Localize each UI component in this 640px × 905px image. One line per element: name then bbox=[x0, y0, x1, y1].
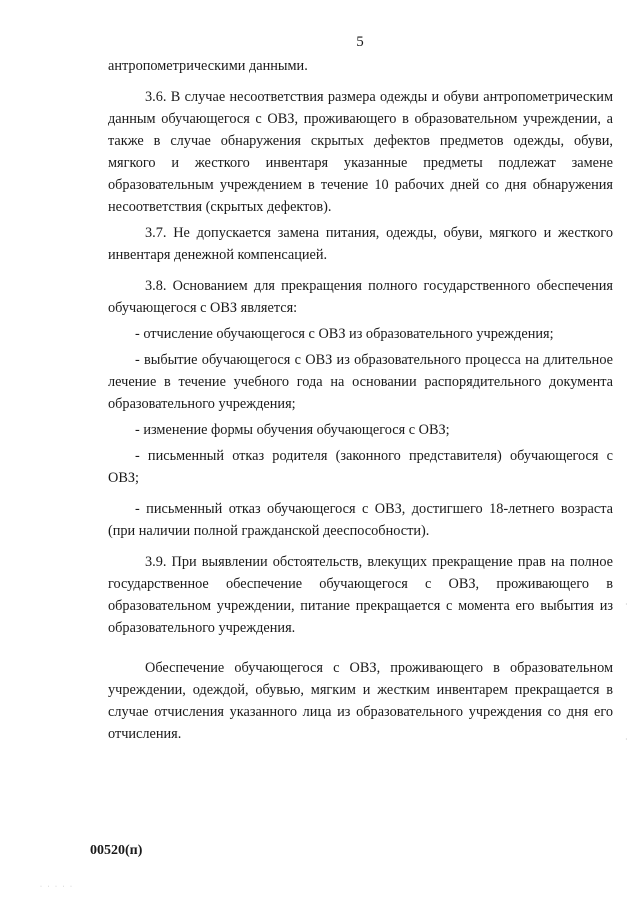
list-item-parent-refusal: - письменный отказ родителя (законного представителя) обучающегося с ОВЗ; bbox=[108, 448, 613, 486]
page-number: 5 bbox=[356, 34, 364, 50]
list-item-form-change: - изменение формы обучения обучающегося с ОВЗ; bbox=[135, 422, 450, 438]
paragraph-3-9: 3.9. При выявлении обстоятельств, влекущих прекращение прав на полное государственное обеспечение обучающегося с ОВЗ, проживающего в образовательном учреждении, питание прекращается с момента его выбытия из образовательного учреждения. bbox=[108, 554, 613, 636]
scan-edge-mark: · bbox=[625, 735, 628, 744]
scan-artifact: · · · · · bbox=[40, 884, 74, 890]
paragraph-3-8: 3.8. Основанием для прекращения полного государственного обеспечения обучающегося с ОВЗ является: bbox=[108, 278, 613, 316]
document-code: 00520(п) bbox=[90, 843, 143, 858]
list-item-student-refusal: - письменный отказ обучающегося с ОВЗ, достигшего 18-летнего возраста (при наличии полной гражданской дееспособности). bbox=[108, 501, 613, 539]
document-body bbox=[108, 55, 613, 745]
scan-edge-mark: · bbox=[625, 600, 628, 609]
paragraph-provision-termination: Обеспечение обучающегося с ОВЗ, проживающего в образовательном учреждении, одеждой, обувью, мягким и жестким инвентарем прекращается в случае отчисления указанного лица из образовательного учреждения со дня его отчисления. bbox=[108, 660, 613, 742]
list-item-medical-leave: - выбытие обучающегося с ОВЗ из образовательного процесса на длительное лечение в течение учебного года на основании распорядительного документа образовательного учреждения; bbox=[108, 352, 613, 412]
paragraph-continuation: антропометрическими данными. bbox=[108, 58, 308, 74]
paragraph-3-6: 3.6. В случае несоответствия размера одежды и обуви антропометрическим данным обучающегося с ОВЗ, проживающего в образовательном учреждении, а также в случае обнаружения скрытых дефектов предметов одежды, обуви, мягкого и жесткого инвентаря указанные предметы подлежат замене образовательным учреждением в течение 10 рабочих дней со дня обнаружения несоответствия (скрытых дефектов). bbox=[108, 89, 613, 215]
paragraph-3-7: 3.7. Не допускается замена питания, одежды, обуви, мягкого и жесткого инвентаря денежной компенсацией. bbox=[108, 225, 613, 263]
list-item-expulsion: - отчисление обучающегося с ОВЗ из образовательного учреждения; bbox=[135, 326, 554, 342]
